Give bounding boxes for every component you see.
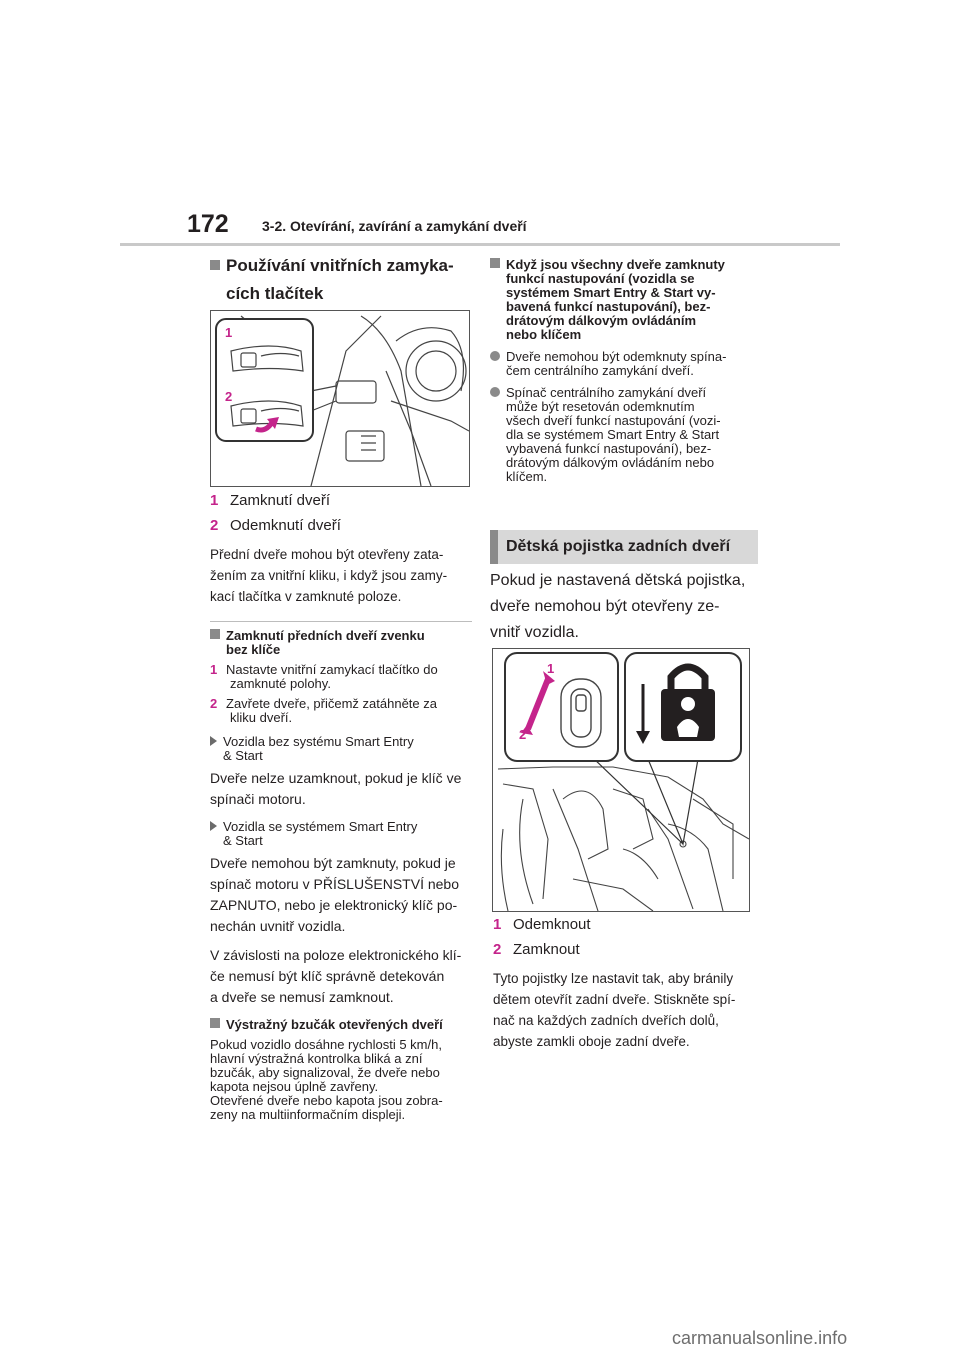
square-bullet-icon — [490, 258, 500, 268]
triangle-marker-icon — [210, 821, 217, 831]
right-column — [490, 258, 760, 484]
circle-bullet-icon — [490, 351, 500, 361]
door-lock-figure — [210, 310, 470, 487]
step: 2 Zavřete dveře, přičemž zatáhněte za kliku dveří. — [210, 696, 437, 725]
list-item: 2 Odemknutí dveří — [210, 517, 341, 534]
paragraph: Pokud vozidlo dosáhne rychlosti 5 km/h, hlavní výstražná kontrolka bliká a zní bzučák, aby signalizoval, že dveře nebo kapota nejsou úplně zavřeny. Otevřené dveře nebo kapota jsou zobra- zeny na multiinformačním displeji. — [210, 1037, 443, 1122]
right-intro — [490, 568, 760, 646]
door-lock-illustration — [211, 311, 469, 486]
square-bullet-icon — [210, 260, 220, 270]
variant-heading: Vozidla bez systému Smart Entry & Start — [210, 735, 472, 763]
header-rule — [120, 243, 840, 246]
list-item: 2 Zamknout — [493, 941, 580, 958]
watermark: carmanualsonline.info — [672, 1328, 848, 1348]
circle-bullet-icon — [490, 387, 500, 397]
square-bullet-icon — [210, 629, 220, 639]
section-title: Dětská pojistka zadních dveří — [490, 530, 758, 564]
paragraph: Tyto pojistky lze nastavit tak, aby bránily dětem otevřít zadní dveře. Stiskněte spí- nač na každých zadních dveřích dolů, abyste zamkli oboje zadní dveře. — [493, 971, 736, 1049]
left-column — [210, 252, 472, 308]
list-item: 1 Odemknout — [493, 916, 591, 933]
step: 1 Nastavte vnitřní zamykací tlačítko do zamknuté polohy. — [210, 662, 438, 691]
figure-label-2: 2 — [519, 727, 527, 742]
paragraph: V závislosti na poloze elektronického klí- če nemusí být klíč správně detekován a dveře se nemusí zamknout. — [210, 947, 462, 1005]
child-lock-illustration — [493, 649, 749, 911]
paragraph: Pokud je nastavená dětská pojistka, dveře nemohou být otevřeny ze- vnitř vozidla. — [490, 572, 746, 641]
left-body — [210, 488, 472, 1122]
bullet-item: Dveře nemohou být odemknuty spína- čem centrálního zamykání dveří. — [490, 350, 760, 378]
child-lock-figure — [492, 648, 750, 912]
paragraph: Přední dveře mohou být otevřeny zata- žením za vnitřní kliku, i když jsou zamy- kací tlačítka v zamknuté poloze. — [210, 547, 448, 604]
square-bullet-icon — [210, 1018, 220, 1028]
divider — [210, 621, 472, 622]
figure-label-2: 2 — [225, 389, 233, 404]
subsection-heading: Výstražný bzučák otevřených dveří — [210, 1018, 472, 1032]
bullet-item: Spínač centrálního zamykání dveří může být resetován odemknutím všech dveří funkcí nastupování (vozi- dla se systémem Smart Entry & Start vybavená funkcí nastupování), bez- drátovým dálkovým ovládáním nebo klíčem. — [490, 386, 760, 484]
page-number: 172 — [187, 210, 229, 238]
right-body — [493, 912, 763, 1052]
section-heading: Používání vnitřních zamyka- cích tlačítek — [210, 252, 472, 308]
figure-label-1: 1 — [225, 325, 233, 340]
variant-heading: Vozidla se systémem Smart Entry & Start — [210, 820, 472, 848]
chapter-title: 3-2. Otevírání, zavírání a zamykání dveří — [262, 218, 527, 234]
list-item: 1 Zamknutí dveří — [210, 492, 331, 509]
triangle-marker-icon — [210, 736, 217, 746]
subsection-heading: Zamknutí předních dveří zvenku bez klíče — [210, 629, 472, 657]
paragraph: Dveře nelze uzamknout, pokud je klíč ve spínači motoru. — [210, 770, 462, 807]
paragraph: Dveře nemohou být zamknuty, pokud je spínač motoru v PŘÍSLUŠENSTVÍ nebo ZAPNUTO, nebo je elektronický klíč po- nechán uvnitř vozidla. — [210, 855, 459, 934]
figure-label-1: 1 — [547, 661, 555, 676]
subsection-heading: Když jsou všechny dveře zamknuty funkcí nastupování (vozidla se systémem Smart Entry & Start vy- bavená funkcí nastupování), bez- drátovým dálkovým ovládáním nebo klíčem — [490, 258, 760, 342]
